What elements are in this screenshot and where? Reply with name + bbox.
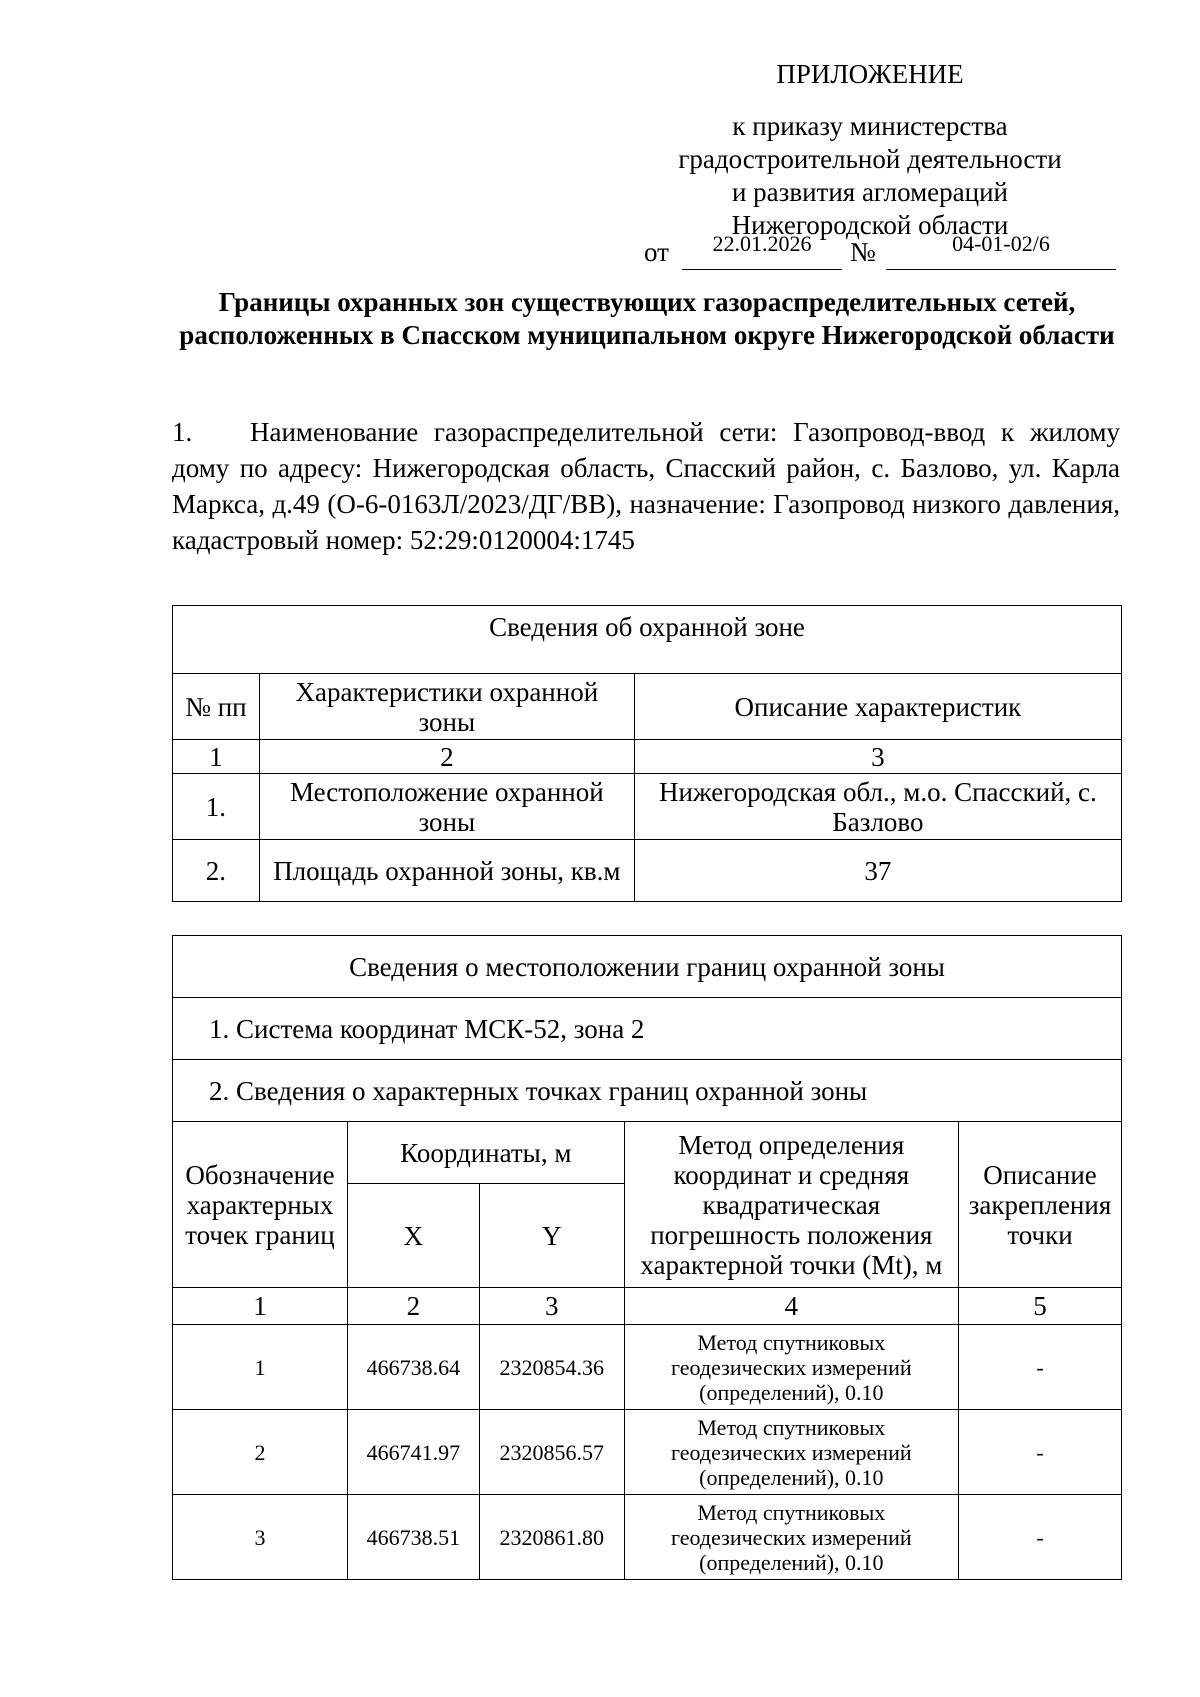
table-row xyxy=(173,774,1122,840)
point-fixing: - xyxy=(959,1410,1122,1495)
order-date-field xyxy=(682,231,842,270)
header-coords: Координаты, м xyxy=(347,1122,624,1184)
row-number: 1. xyxy=(173,774,260,840)
appendix-order-text xyxy=(640,110,1100,242)
column-number: 3 xyxy=(479,1288,624,1325)
coordinate-system: 1. Система координат МСК-52, зона 2 xyxy=(173,998,1122,1060)
paragraph-number: 1. xyxy=(172,417,193,447)
characteristic-value: 37 xyxy=(634,840,1121,902)
appendix-line: и развития агломераций xyxy=(731,177,1008,207)
point-id: 2 xyxy=(173,1410,348,1495)
column-number: 4 xyxy=(624,1288,958,1325)
network-description xyxy=(172,414,1120,558)
header-cell: Характеристики охранной зоны xyxy=(259,674,634,740)
appendix-line: Нижегородской области xyxy=(731,210,1009,240)
column-number: 2 xyxy=(347,1288,479,1325)
appendix-line: к приказу министерства xyxy=(732,111,1008,141)
point-x: 466738.51 xyxy=(347,1495,479,1580)
header-cell: Описание характеристик xyxy=(634,674,1121,740)
number-label: № xyxy=(850,237,876,267)
point-y: 2320856.57 xyxy=(479,1410,624,1495)
document-title: Границы охранных зон существующих газораспределительных сетей, расположенных в Спасском муниципальном округе Нижегородской области xyxy=(179,287,1115,350)
point-fixing: - xyxy=(959,1325,1122,1410)
column-number: 2 xyxy=(259,740,634,774)
table-row xyxy=(173,1325,1122,1410)
appendix-title: ПРИЛОЖЕНИЕ xyxy=(776,59,964,89)
characteristic: Местоположение охранной зоны xyxy=(259,774,634,840)
header-cell: № пп xyxy=(173,674,260,740)
order-number-field xyxy=(886,231,1116,270)
boundary-location-table xyxy=(172,935,1122,1580)
point-id: 1 xyxy=(173,1325,348,1410)
point-x: 466741.97 xyxy=(347,1410,479,1495)
zone-info-table xyxy=(172,605,1122,902)
zone-table-title: Сведения об охранной зоне xyxy=(173,606,1122,674)
from-label: от xyxy=(644,237,669,267)
location-table-title: Сведения о местоположении границ охранной зоны xyxy=(173,936,1122,998)
header-designation: Обозначение характерных точек границ xyxy=(173,1122,348,1288)
row-number: 2. xyxy=(173,840,260,902)
characteristic-value: Нижегородская обл., м.о. Спасский, с. Базлово xyxy=(634,774,1121,840)
order-number: 04-01-02/6 xyxy=(952,231,1050,256)
characteristic: Площадь охранной зоны, кв.м xyxy=(259,840,634,902)
column-number: 1 xyxy=(173,1288,348,1325)
header-method: Метод определения координат и средняя квадратическая погрешность положения характерной точки (Mt), м xyxy=(624,1122,958,1288)
point-id: 3 xyxy=(173,1495,348,1580)
point-x: 466738.64 xyxy=(347,1325,479,1410)
header-y: Y xyxy=(479,1184,624,1288)
column-number: 1 xyxy=(173,740,260,774)
point-y: 2320861.80 xyxy=(479,1495,624,1580)
column-number: 5 xyxy=(959,1288,1122,1325)
appendix-line: градостроительной деятельности xyxy=(678,144,1062,174)
order-date: 22.01.2026 xyxy=(712,231,812,256)
header-x: X xyxy=(347,1184,479,1288)
point-method: Метод спутниковых геодезических измерений (определений), 0.10 xyxy=(624,1325,958,1410)
point-y: 2320854.36 xyxy=(479,1325,624,1410)
paragraph-text: Наименование газораспределительной сети: Газопровод-ввод к жилому дому по адресу: Нижегородская область, Спасский район, с. Базлово, ул. Карла Маркса, д.49 (О-6-0163Л/2023/ДГ/ВВ), назначение: Газопровод низкого давления, кадастровый номер: 52:29:0120004:1745 xyxy=(172,417,1120,555)
point-method: Метод спутниковых геодезических измерений (определений), 0.10 xyxy=(624,1495,958,1580)
order-date-number xyxy=(640,231,1120,270)
point-fixing: - xyxy=(959,1495,1122,1580)
column-number: 3 xyxy=(634,740,1121,774)
header-fixing: Описание закрепления точки xyxy=(959,1122,1122,1288)
table-row xyxy=(173,840,1122,902)
table-row xyxy=(173,1410,1122,1495)
table-row xyxy=(173,1495,1122,1580)
points-title: 2. Сведения о характерных точках границ охранной зоны xyxy=(173,1060,1122,1122)
point-method: Метод спутниковых геодезических измерений (определений), 0.10 xyxy=(624,1410,958,1495)
